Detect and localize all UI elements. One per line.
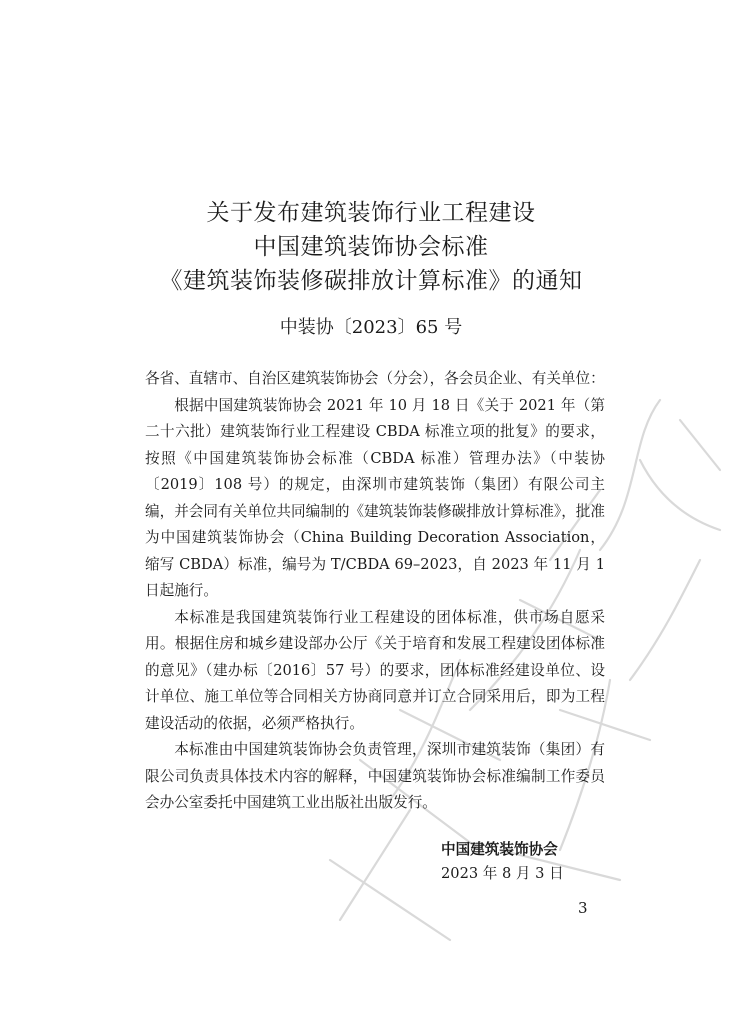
signature-organization: 中国建筑装饰协会 — [441, 841, 558, 858]
notice-body — [145, 366, 605, 817]
signature-date: 2023 年 8 月 3 日 — [441, 865, 564, 882]
salutation: 各省、直辖市、自治区建筑装饰协会（分会），各会员企业、有关单位： — [145, 370, 605, 387]
paragraph-approval: 根据中国建筑装饰协会 2021 年 10 月 18 日《关于 2021 年（第二十六批）建筑装饰行业工程建设 CBDA 标准立项的批复》的要求，按照《中国建筑装饰协会标准（CBDA 标准）管理办法》（中装协〔2019〕108 号）的规定，由深圳市建筑装饰（集团）有限公司主编，并会同有关单位共同编制的《建筑装饰装修碳排放计算标准》，批准为中国建筑装饰协会（China Building Decoration Association，缩写 CBDA）标准，编号为 T/CBDA 69–2023，自 2023 年 11 月 1 日起施行。 — [145, 396, 605, 599]
paragraph-adoption: 本标准是我国建筑装饰行业工程建设的团体标准，供市场自愿采用。根据住房和城乡建设部办公厅《关于培育和发展工程建设团体标准的意见》（建办标〔2016〕57 号）的要求，团体标准经建设单位、设计单位、施工单位等合同相关方协商同意并订立合同采用后，即为工程建设活动的依据，必须严格执行。 — [145, 608, 605, 732]
page-number: 3 — [578, 899, 588, 917]
title-line-2: 中国建筑装饰协会标准 — [253, 234, 489, 260]
paragraph-management: 本标准由中国建筑装饰协会负责管理，深圳市建筑装饰（集团）有限公司负责具体技术内容的解释，中国建筑装饰协会标准编制工作委员会办公室委托中国建筑工业出版社出版发行。 — [145, 741, 605, 811]
title-line-1: 关于发布建筑装饰行业工程建设 — [206, 200, 536, 226]
notice-title — [0, 196, 742, 298]
document-number: 中装协〔2023〕65 号 — [279, 317, 463, 338]
title-line-3: 《建筑装饰装修碳排放计算标准》的通知 — [159, 268, 583, 294]
